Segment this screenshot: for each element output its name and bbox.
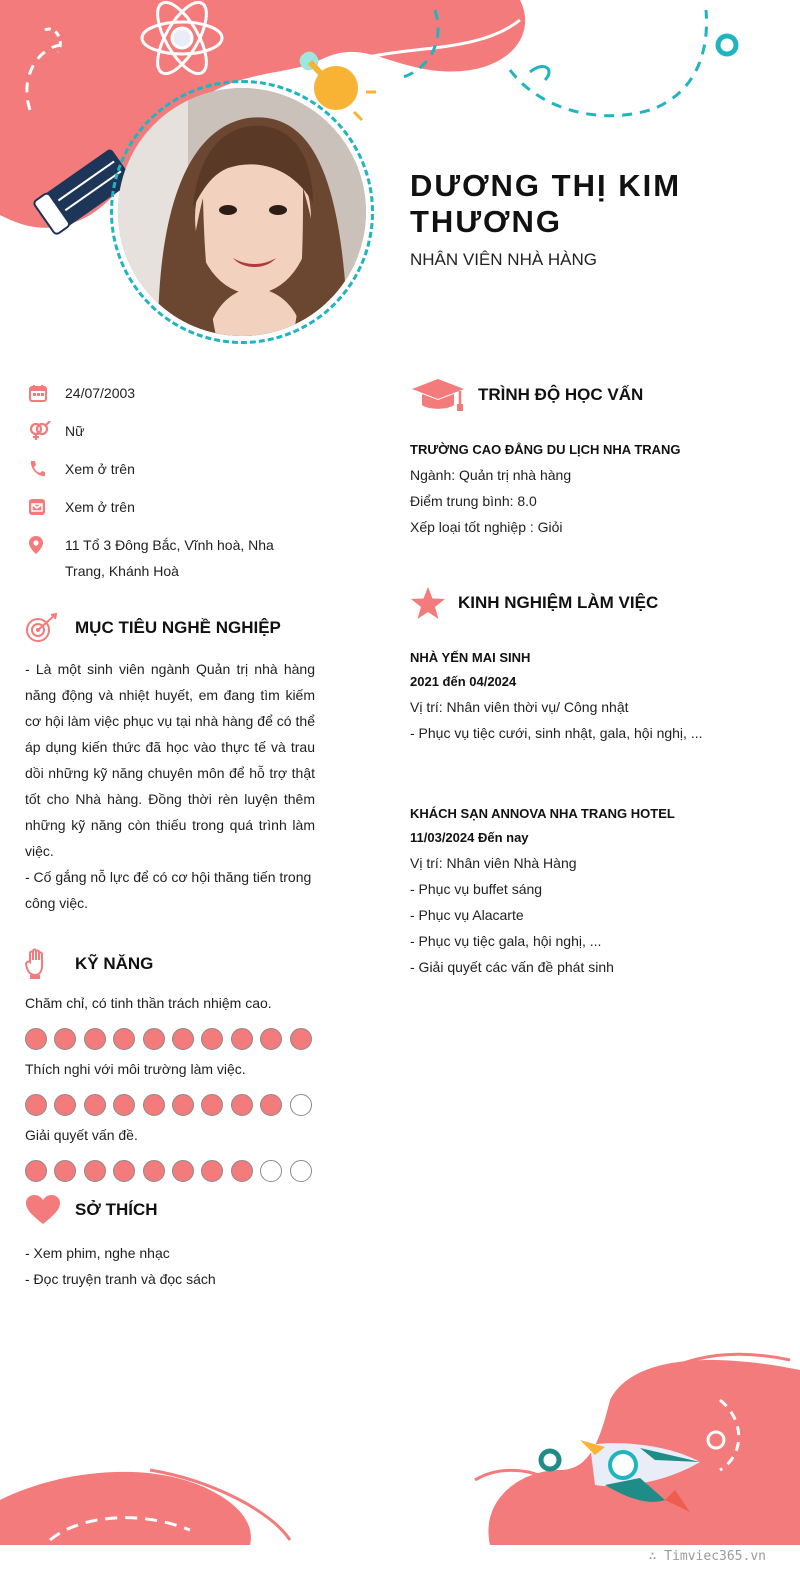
rating-dot-filled xyxy=(231,1028,253,1050)
objective-text-2: - Cố gắng nỗ lực để có cơ hội thăng tiến trong công việc. xyxy=(25,869,312,911)
rating-dot-filled xyxy=(54,1160,76,1182)
address-row xyxy=(25,532,315,584)
job-line: Vị trí: Nhân viên Nhà Hàng xyxy=(410,855,577,871)
rating-dot-filled xyxy=(201,1028,223,1050)
rating-dot-filled xyxy=(25,1094,47,1116)
rating-dot-filled xyxy=(113,1094,135,1116)
email-row xyxy=(25,494,315,532)
target-icon xyxy=(25,608,75,648)
calendar-icon xyxy=(25,380,65,406)
profile-photo xyxy=(118,88,366,336)
rating-dot-filled xyxy=(172,1028,194,1050)
rating-dot-filled xyxy=(290,1028,312,1050)
job-line: - Phục vụ tiệc gala, hội nghị, ... xyxy=(410,933,602,949)
experience-title: KINH NGHIỆM LÀM VIỆC xyxy=(458,593,659,612)
hobbies-list xyxy=(25,1240,315,1292)
job-block xyxy=(410,802,780,980)
rating-dot-filled xyxy=(143,1094,165,1116)
job-line: - Phục vụ tiệc cưới, sinh nhật, gala, hội nghị, ... xyxy=(410,725,703,741)
job-period: 2021 đến 04/2024 xyxy=(410,674,517,689)
job-line: - Phục vụ Alacarte xyxy=(410,907,524,923)
phone-text: Xem ở trên xyxy=(65,461,135,477)
phone-row xyxy=(25,456,315,494)
rating-dot-filled xyxy=(201,1094,223,1116)
rating-dot-filled xyxy=(201,1160,223,1182)
rating-dot-filled xyxy=(84,1160,106,1182)
rating-dot-filled xyxy=(84,1028,106,1050)
rating-dot-filled xyxy=(172,1160,194,1182)
gender-text: Nữ xyxy=(65,423,85,439)
rating-dot-empty xyxy=(290,1094,312,1116)
rating-dot-filled xyxy=(143,1160,165,1182)
rating-dot-filled xyxy=(143,1028,165,1050)
job-block xyxy=(410,646,780,746)
star-icon xyxy=(410,586,458,620)
rating-dot-filled xyxy=(260,1028,282,1050)
skills-title: KỸ NĂNG xyxy=(75,954,154,973)
objective-text-1: - Là một sinh viên ngành Quản trị nhà hàng năng động và nhiệt huyết, em đang tìm kiếm cơ hội làm việc phục vụ tại nhà hàng để có thể áp dụng kiến thức đã học vào thực tế và trau dồi những kỹ năng chuyên môn để hỗ trợ thật tốt cho Nhà hàng. Đồng thời rèn luyện thêm những kỹ năng còn thiếu trong quá trình làm việc. xyxy=(25,661,315,859)
location-pin-icon xyxy=(25,532,65,558)
skill-rating xyxy=(25,1028,315,1050)
hobby-item: - Đọc truyện tranh và đọc sách xyxy=(25,1271,216,1287)
school-name: TRƯỜNG CAO ĐẲNG DU LỊCH NHA TRANG xyxy=(410,442,681,457)
gender-icon xyxy=(25,418,65,444)
heart-icon xyxy=(25,1190,75,1230)
candidate-name: DƯƠNG THỊ KIM THƯƠNG xyxy=(410,168,682,239)
rating-dot-filled xyxy=(231,1160,253,1182)
skill-item xyxy=(25,1124,315,1182)
rating-dot-filled xyxy=(84,1094,106,1116)
skill-item xyxy=(25,992,315,1050)
hobbies-title: SỞ THÍCH xyxy=(75,1200,158,1219)
email-text: Xem ở trên xyxy=(65,499,135,515)
address-text: 11 Tổ 3 Đông Bắc, Vĩnh hoà, Nha Trang, Khánh Hoà xyxy=(65,537,274,579)
job-period: 11/03/2024 Đến nay xyxy=(410,830,529,845)
phone-icon xyxy=(25,456,65,482)
birthday-row xyxy=(25,380,315,418)
objective-heading xyxy=(25,608,315,648)
rating-dot-filled xyxy=(231,1094,253,1116)
skill-label: Thích nghi với môi trường làm việc. xyxy=(25,1061,246,1077)
education-line: Xếp loại tốt nghiệp : Giỏi xyxy=(410,519,563,535)
skill-rating xyxy=(25,1160,315,1182)
job-company: NHÀ YẾN MAI SINH xyxy=(410,650,531,665)
rating-dot-filled xyxy=(260,1094,282,1116)
hobbies-heading xyxy=(25,1190,315,1230)
job-line: - Phục vụ buffet sáng xyxy=(410,881,543,897)
rating-dot-filled xyxy=(25,1160,47,1182)
education-heading xyxy=(410,370,780,420)
envelope-icon xyxy=(25,494,65,520)
watermark: ∴ Timviec365.vn xyxy=(648,1549,766,1564)
job-line: - Giải quyết các vấn đề phát sinh xyxy=(410,959,614,975)
skill-label: Chăm chỉ, có tinh thần trách nhiệm cao. xyxy=(25,995,272,1011)
rating-dot-filled xyxy=(172,1094,194,1116)
gender-row xyxy=(25,418,315,456)
rating-dot-empty xyxy=(290,1160,312,1182)
education-title: TRÌNH ĐỘ HỌC VẤN xyxy=(478,385,644,404)
skill-label: Giải quyết vấn đề. xyxy=(25,1127,138,1143)
skill-rating xyxy=(25,1094,315,1116)
skills-heading xyxy=(25,944,315,984)
job-company: KHÁCH SẠN ANNOVA NHA TRANG HOTEL xyxy=(410,806,675,821)
job-line: Vị trí: Nhân viên thời vụ/ Công nhật xyxy=(410,699,629,715)
left-column xyxy=(25,380,315,1292)
birthday-text: 24/07/2003 xyxy=(65,385,136,401)
rating-dot-filled xyxy=(113,1028,135,1050)
objective-title: MỤC TIÊU NGHỀ NGHIỆP xyxy=(75,618,281,637)
education-line: Ngành: Quản trị nhà hàng xyxy=(410,467,572,483)
hobby-item: - Xem phim, nghe nhạc xyxy=(25,1245,170,1261)
hand-icon xyxy=(25,944,75,984)
rating-dot-filled xyxy=(113,1160,135,1182)
rating-dot-filled xyxy=(54,1094,76,1116)
education-line: Điểm trung bình: 8.0 xyxy=(410,493,537,509)
right-column xyxy=(410,370,780,980)
rating-dot-filled xyxy=(25,1028,47,1050)
portrait-illustration xyxy=(118,88,366,336)
rating-dot-empty xyxy=(260,1160,282,1182)
skill-item xyxy=(25,1058,315,1116)
candidate-title: NHÂN VIÊN NHÀ HÀNG xyxy=(410,250,598,269)
experience-heading xyxy=(410,578,780,628)
education-block xyxy=(410,438,780,540)
rating-dot-filled xyxy=(54,1028,76,1050)
graduation-cap-icon xyxy=(410,377,478,413)
